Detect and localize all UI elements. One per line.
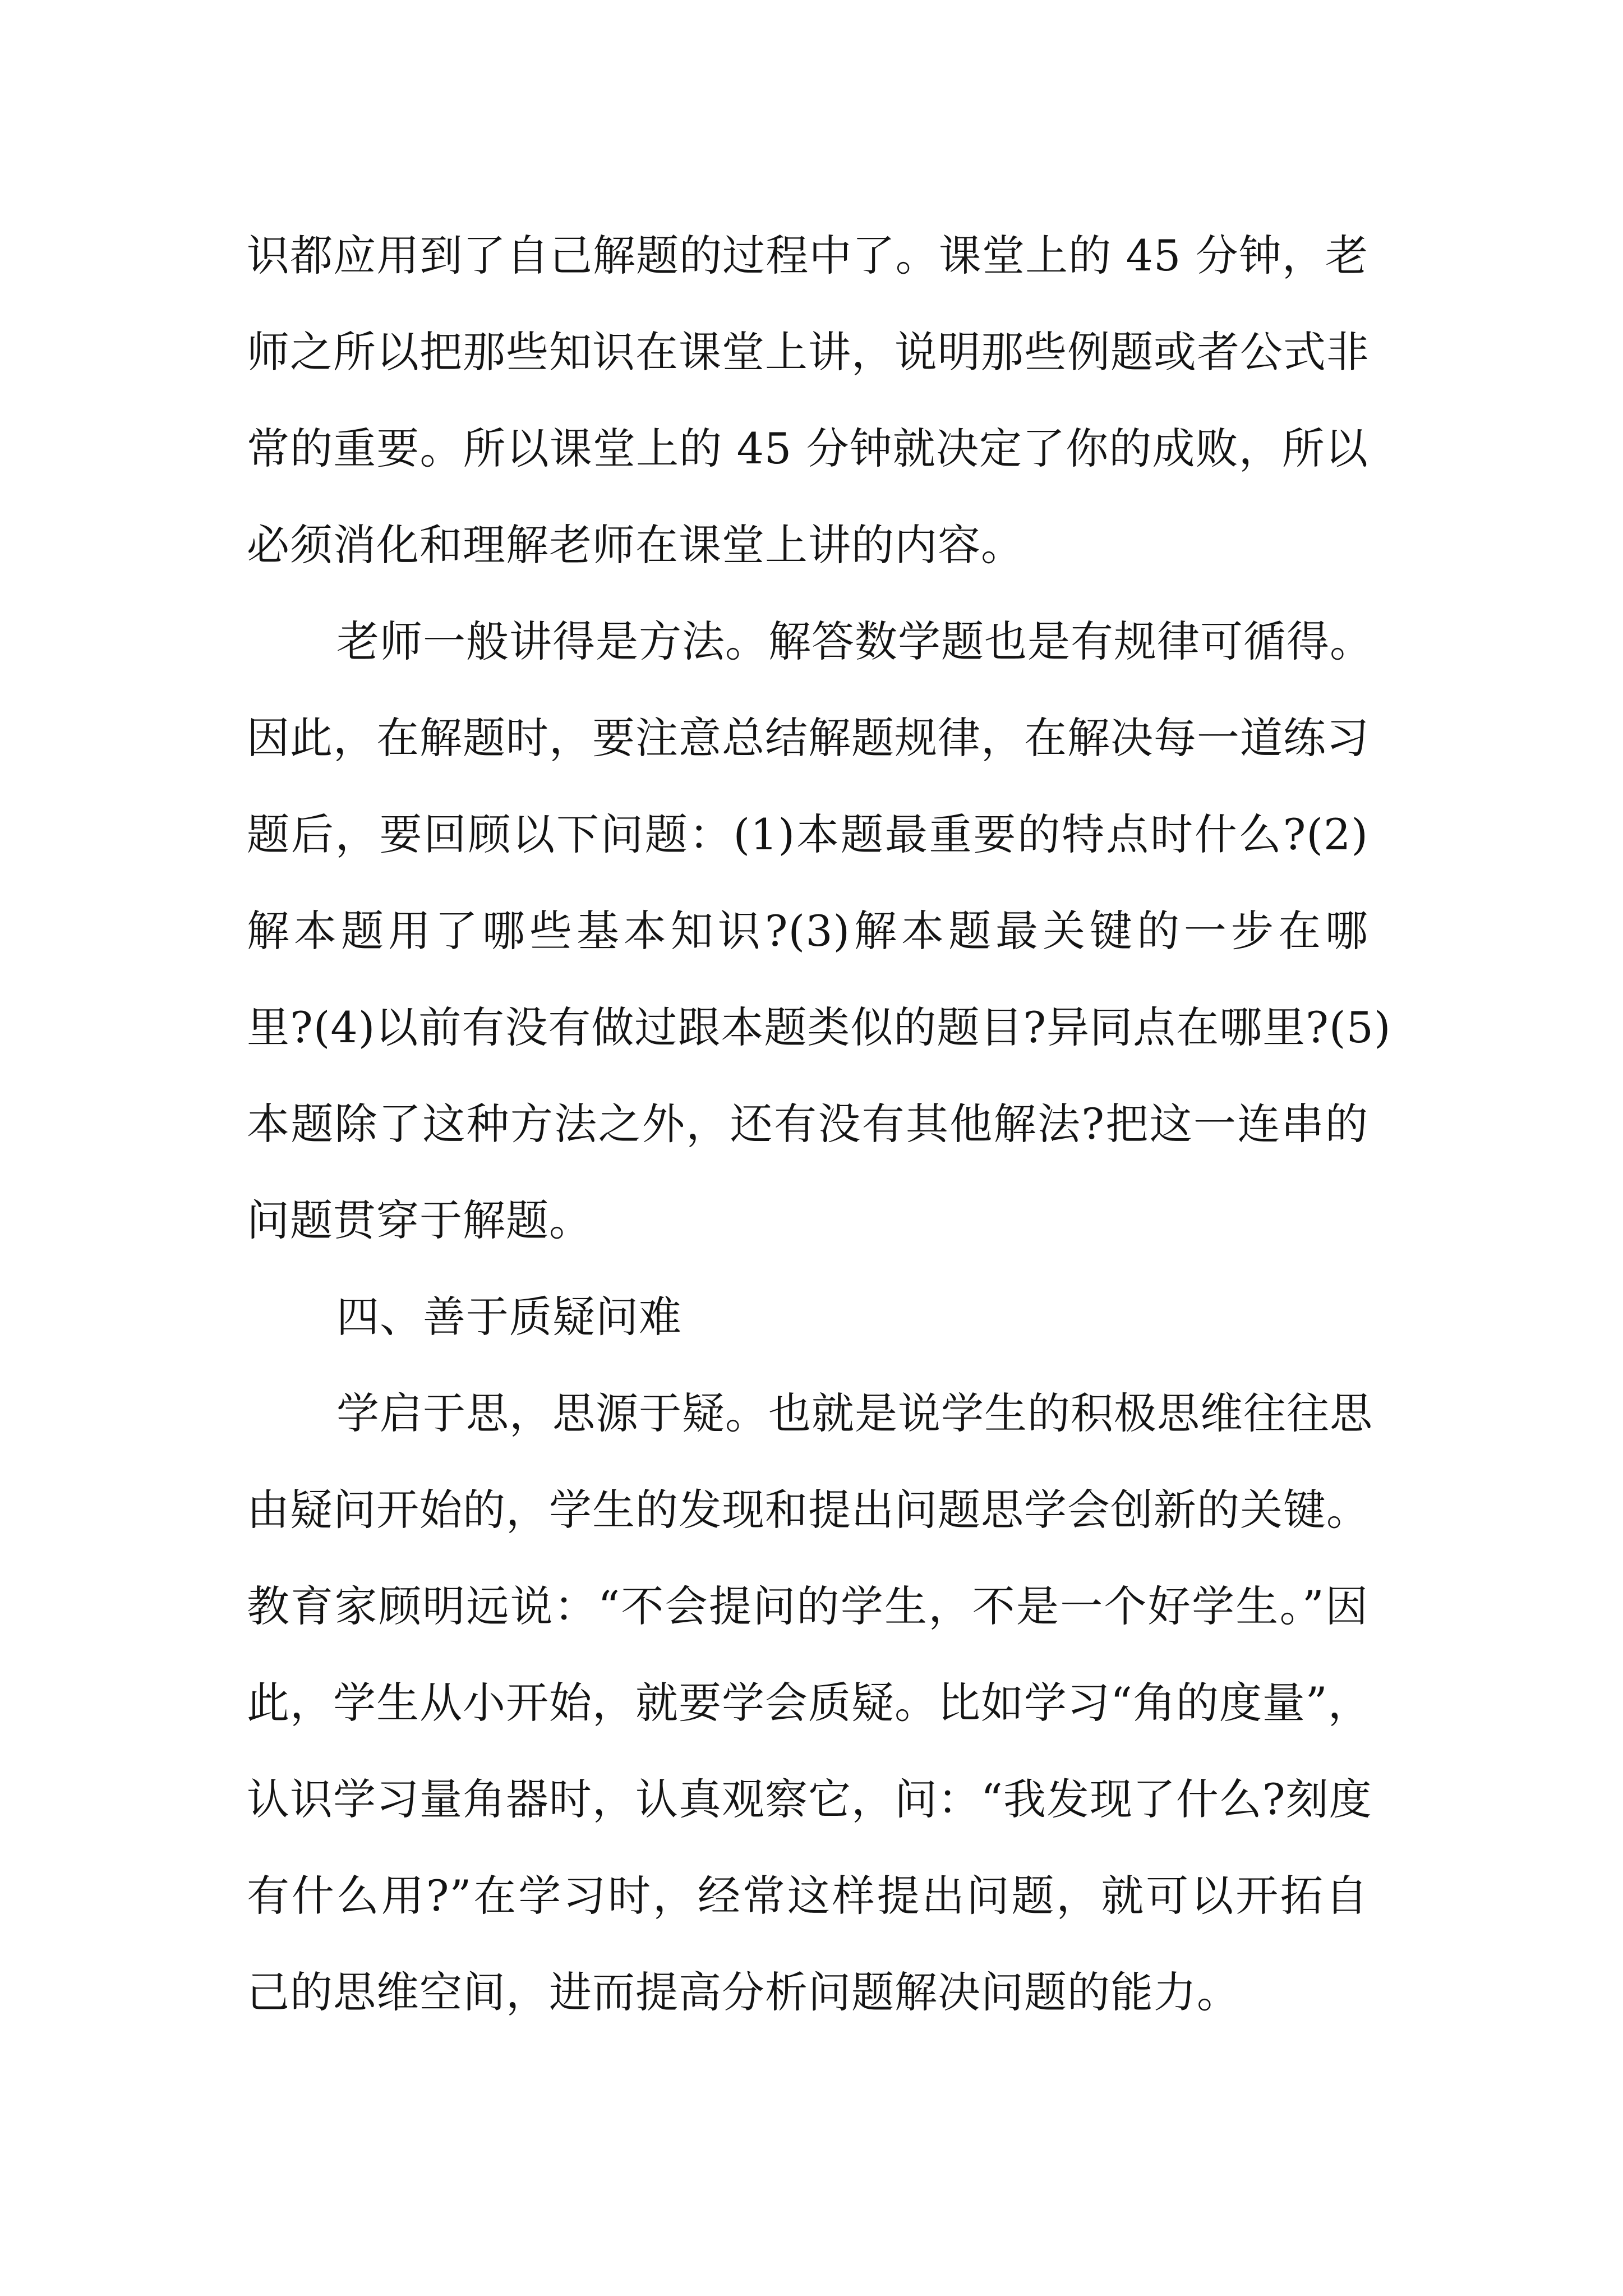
paragraph-4-line-1: 学启于思，思源于疑。也就是说学生的积极思维往往思 (336, 1388, 1373, 1438)
paragraph-2-line-5: 里?(4)以前有没有做过跟本题类似的题目?异同点在哪里?(5) (247, 1002, 1391, 1052)
paragraph-1-line-2: 师之所以把那些知识在课堂上讲，说明那些例题或者公式非 (247, 327, 1370, 377)
document-body (247, 208, 1391, 2041)
section-heading: 四、善于质疑问难 (336, 1292, 682, 1342)
paragraph-4-line-7: 己的思维空间，进而提高分析问题解决问题的能力。 (247, 1967, 1240, 2017)
paragraph-1-line-3: 常的重要。所以课堂上的 45 分钟就决定了你的成败，所以 (247, 424, 1368, 473)
paragraph-4-line-4: 此，学生从小开始，就要学会质疑。比如学习“角的度量”， (247, 1678, 1371, 1728)
paragraph-1-line-1: 识都应用到了自己解题的过程中了。课堂上的 45 分钟，老 (247, 231, 1368, 280)
paragraph-4-line-5: 认识学习量角器时，认真观察它，问：“我发现了什么?刻度 (247, 1774, 1372, 1824)
paragraph-2-line-2: 因此，在解题时，要注意总结解题规律，在解决每一道练习 (247, 713, 1370, 763)
paragraph-2-line-6: 本题除了这种方法之外，还有没有其他解法?把这一连串的 (247, 1099, 1368, 1149)
paragraph-2-line-4: 解本题用了哪些基本知识?(3)解本题最关键的一步在哪 (247, 906, 1368, 956)
paragraph-4-line-2: 由疑问开始的，学生的发现和提出问题思学会创新的关键。 (247, 1485, 1370, 1535)
paragraph-1-line-4: 必须消化和理解老师在课堂上讲的内容。 (247, 520, 1024, 570)
paragraph-2-line-1: 老师一般讲得是方法。解答数学题也是有规律可循得。 (336, 616, 1373, 666)
paragraph-4-line-6: 有什么用?”在学习时，经常这样提出问题，就可以开拓自 (247, 1871, 1368, 1921)
paragraph-2-line-3: 题后，要回顾以下问题：(1)本题最重要的特点时什么?(2) (247, 809, 1368, 859)
paragraph-2-line-7: 问题贯穿于解题。 (247, 1195, 592, 1245)
paragraph-4-line-3: 教育家顾明远说：“不会提问的学生，不是一个好学生。”因 (247, 1581, 1368, 1631)
